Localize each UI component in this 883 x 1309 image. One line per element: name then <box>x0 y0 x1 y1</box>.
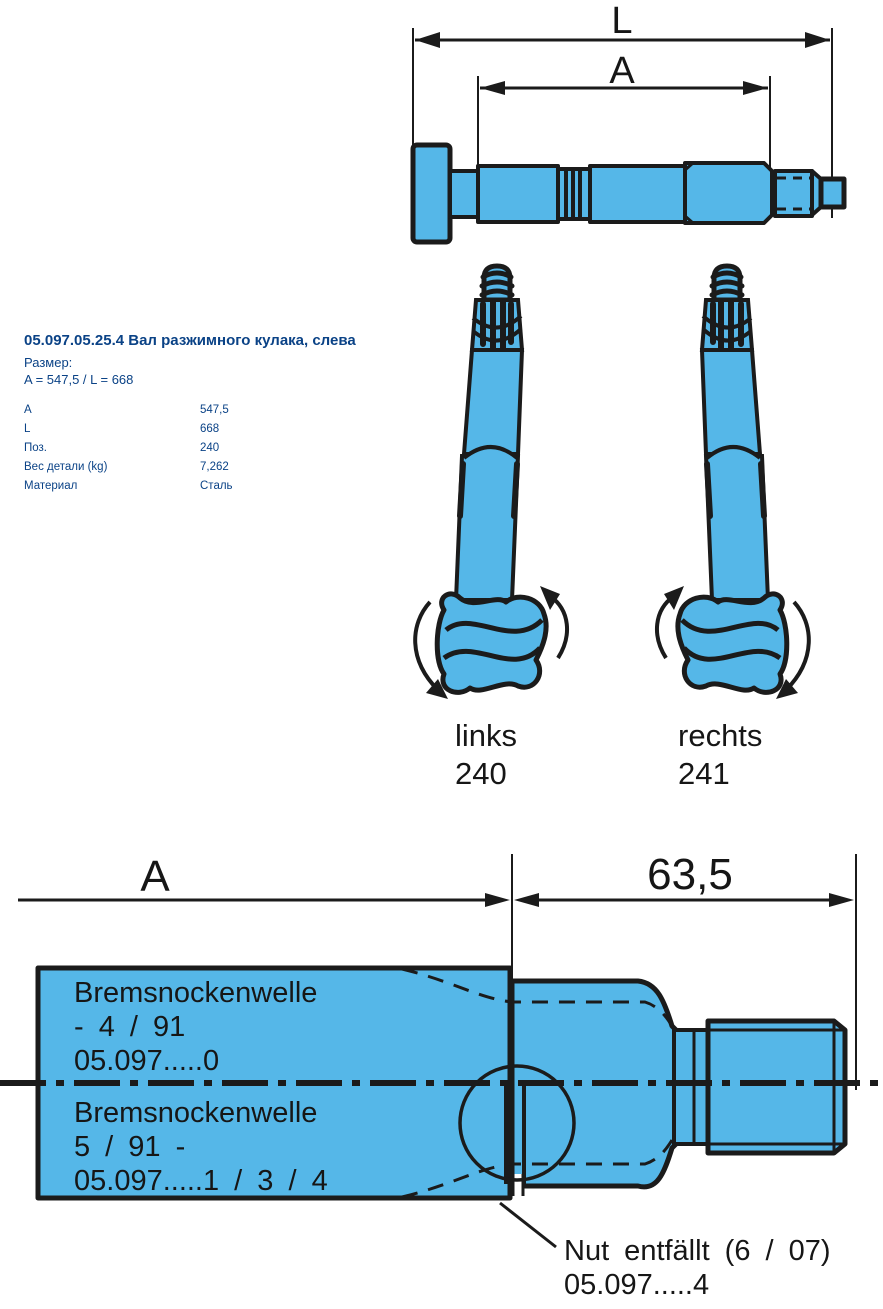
table-row <box>24 442 233 461</box>
part-title: 05.097.05.25.4 Вал разжимного кулака, слева <box>24 332 356 349</box>
links-label: links <box>455 718 518 753</box>
part-info-panel <box>24 332 434 499</box>
spec-label: A <box>24 404 32 416</box>
dim-label-l: L <box>611 0 633 42</box>
orientation-label-links <box>455 717 517 793</box>
spec-table <box>24 404 233 499</box>
spline-end-detail <box>708 1021 845 1153</box>
table-row <box>24 423 233 442</box>
spec-value: 547,5 <box>200 404 229 416</box>
variant-upper-line3: 05.097.....0 <box>74 1045 220 1077</box>
variant-lower-line1: Bremsnockenwelle <box>74 1097 318 1129</box>
arrowhead <box>514 893 539 907</box>
arrowhead <box>415 32 440 48</box>
table-row <box>24 480 233 499</box>
spec-label: L <box>24 423 31 435</box>
table-row <box>24 404 233 423</box>
orientation-label-rechts <box>678 717 762 793</box>
spec-value: 240 <box>200 442 220 454</box>
cam-head <box>413 145 450 242</box>
dim-label-a-bottom: A <box>140 852 170 901</box>
rechts-label: rechts <box>678 718 763 753</box>
variant-lower-line2: 5 / 91 - <box>74 1131 186 1163</box>
size-value: A = 547,5 / L = 668 <box>24 372 134 387</box>
spec-label: Вес детали (kg) <box>24 461 108 473</box>
middle-section <box>590 166 685 222</box>
bearing-section <box>478 166 558 222</box>
neck-collar <box>674 1030 708 1144</box>
spec-label: Поз. <box>24 442 47 454</box>
dim-label-a-top: A <box>609 50 635 92</box>
end-tip <box>821 179 844 207</box>
variant-lower-line3: 05.097.....1 / 3 / 4 <box>74 1165 328 1197</box>
journal-section <box>685 163 772 223</box>
links-position: 240 <box>455 756 507 791</box>
arrowhead <box>805 32 830 48</box>
leader-line <box>500 1203 556 1247</box>
spec-value: 668 <box>200 423 220 435</box>
arrowhead <box>480 81 505 95</box>
camshaft-rechts <box>657 266 809 699</box>
variant-upper-text <box>74 976 317 1078</box>
variant-upper-line1: Bremsnockenwelle <box>74 977 318 1009</box>
top-view-drawing <box>400 0 883 260</box>
arrowhead <box>829 893 854 907</box>
nut-note-line2: 05.097.....4 <box>564 1269 710 1301</box>
spec-value: 7,262 <box>200 461 229 473</box>
nut-note-line1: Nut entfällt (6 / 07) <box>564 1235 831 1267</box>
arrowhead <box>485 893 510 907</box>
table-row <box>24 461 233 480</box>
orientation-drawing <box>400 258 830 718</box>
nut-note <box>564 1234 831 1302</box>
variant-upper-line2: - 4 / 91 <box>74 1011 186 1043</box>
spec-value: Сталь <box>200 480 233 492</box>
dim-label-63-5: 63,5 <box>647 850 733 899</box>
rechts-position: 241 <box>678 756 730 791</box>
spec-label: Материал <box>24 480 78 492</box>
variant-lower-text <box>74 1096 328 1198</box>
arrowhead <box>743 81 768 95</box>
camshaft-links <box>415 266 567 699</box>
size-label: Размер: <box>24 355 73 370</box>
shaft-neck <box>450 171 478 217</box>
